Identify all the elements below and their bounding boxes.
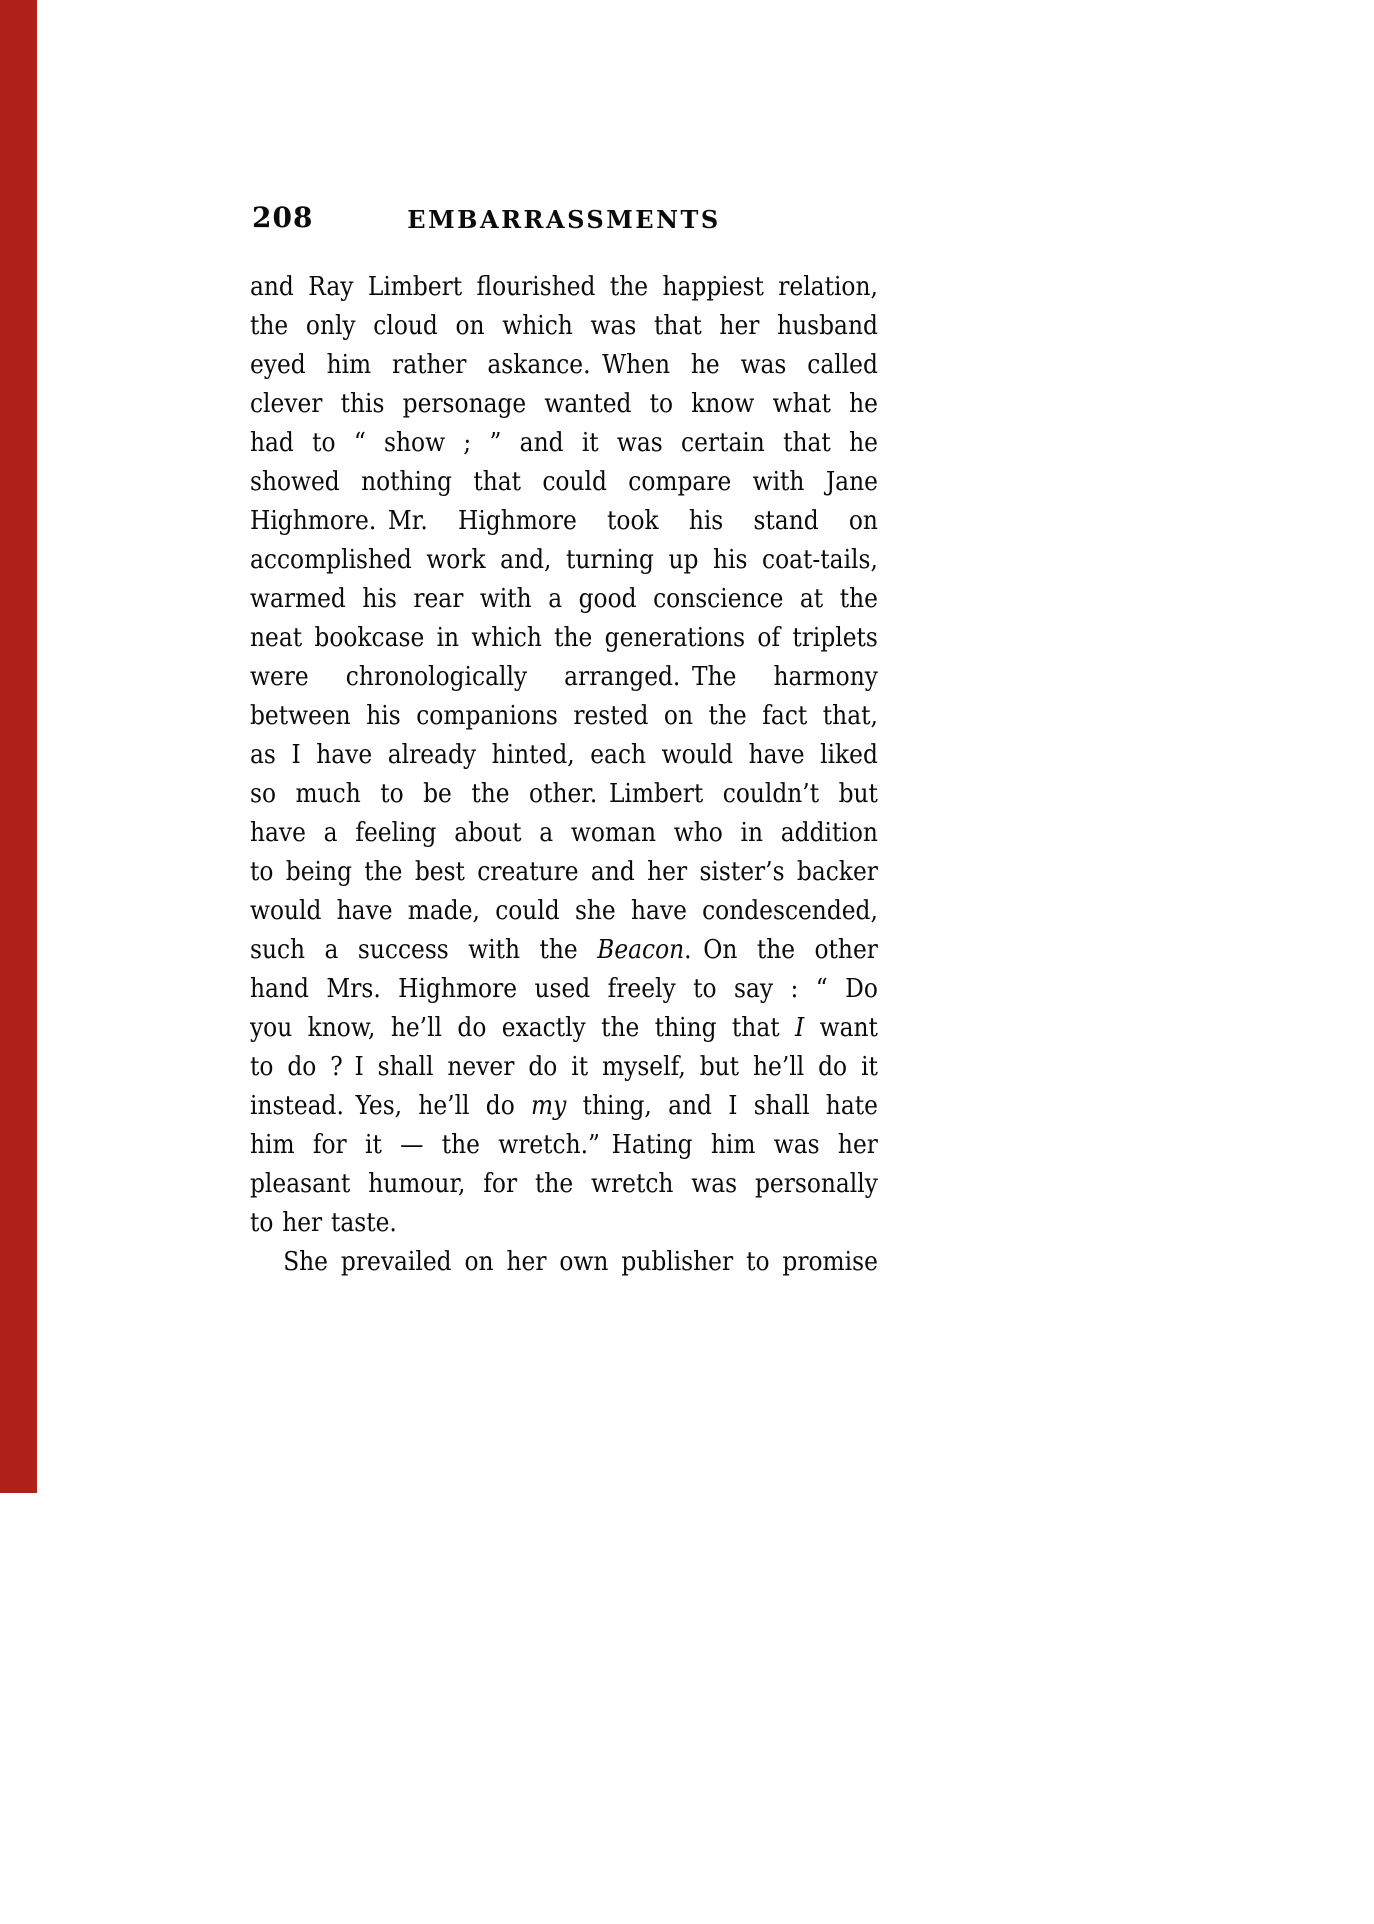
text-segment: to being the best creature and her sister’s backer xyxy=(250,857,878,887)
text-line xyxy=(250,424,878,463)
text-line xyxy=(250,541,878,580)
text-segment: such a success with the xyxy=(250,935,598,965)
text-segment: and Ray Limbert flourished the happiest relation, xyxy=(250,272,878,302)
text-line xyxy=(250,502,878,541)
text-segment: the only cloud on which was that her husband xyxy=(250,311,878,341)
text-segment: between his companions rested on the fact that, xyxy=(250,701,878,731)
text-line xyxy=(250,814,878,853)
book-edge-strip xyxy=(0,0,37,1493)
italic-word: my xyxy=(531,1091,567,1121)
text-segment: him for it — the wretch.” Hating him was her xyxy=(250,1130,878,1160)
text-line xyxy=(250,853,878,892)
text-line xyxy=(250,268,878,307)
text-line xyxy=(250,1009,878,1048)
text-segment: so much to be the other. Limbert couldn’t but xyxy=(250,779,878,809)
running-title: EMBARRASSMENTS xyxy=(407,205,721,234)
text-segment: hand Mrs. Highmore used freely to say : “ Do xyxy=(250,974,878,1004)
text-segment: neat bookcase in which the generations of triplets xyxy=(250,623,878,653)
text-segment: . On the other xyxy=(684,935,878,965)
text-line xyxy=(250,1204,878,1243)
text-line xyxy=(250,307,878,346)
text-line xyxy=(250,1165,878,1204)
text-line xyxy=(250,619,878,658)
text-segment: showed nothing that could compare with Jane xyxy=(250,467,878,497)
page-number: 208 xyxy=(252,201,314,234)
text-line xyxy=(250,463,878,502)
text-line xyxy=(250,658,878,697)
text-line xyxy=(250,775,878,814)
text-line xyxy=(250,385,878,424)
text-line xyxy=(250,1048,878,1087)
text-line xyxy=(250,1087,878,1126)
body-text xyxy=(250,268,878,1282)
text-line xyxy=(250,970,878,1009)
text-segment: you know, he’ll do exactly the thing that xyxy=(250,1013,796,1043)
text-segment: want xyxy=(804,1013,878,1043)
text-segment: had to “ show ; ” and it was certain that he xyxy=(250,428,878,458)
text-segment: thing, and I shall hate xyxy=(566,1091,878,1121)
text-line xyxy=(250,1243,878,1282)
italic-word: I xyxy=(795,1013,805,1043)
text-segment: as I have already hinted, each would have liked xyxy=(250,740,878,770)
page-header xyxy=(250,201,878,237)
text-segment: She prevailed on her own publisher to promise xyxy=(283,1247,878,1277)
text-segment: clever this personage wanted to know what he xyxy=(250,389,878,419)
text-line xyxy=(250,892,878,931)
text-line xyxy=(250,697,878,736)
text-segment: have a feeling about a woman who in addition xyxy=(250,818,878,848)
text-segment: accomplished work and, turning up his coat-tails, xyxy=(250,545,878,575)
text-line xyxy=(250,580,878,619)
text-line xyxy=(250,346,878,385)
text-segment: pleasant humour, for the wretch was personally xyxy=(250,1169,878,1199)
text-segment: warmed his rear with a good conscience at the xyxy=(250,584,878,614)
italic-word: Beacon xyxy=(597,935,685,965)
text-segment: were chronologically arranged. The harmony xyxy=(250,662,878,692)
text-segment: to do ? I shall never do it myself, but he’ll do it xyxy=(250,1052,878,1082)
text-segment: Highmore. Mr. Highmore took his stand on xyxy=(250,506,878,536)
text-line xyxy=(250,931,878,970)
text-segment: to her taste. xyxy=(250,1208,397,1238)
text-segment: instead. Yes, he’ll do xyxy=(250,1091,532,1121)
text-line xyxy=(250,736,878,775)
text-line xyxy=(250,1126,878,1165)
text-segment: would have made, could she have condescended, xyxy=(250,896,878,926)
text-segment: eyed him rather askance. When he was called xyxy=(250,350,878,380)
